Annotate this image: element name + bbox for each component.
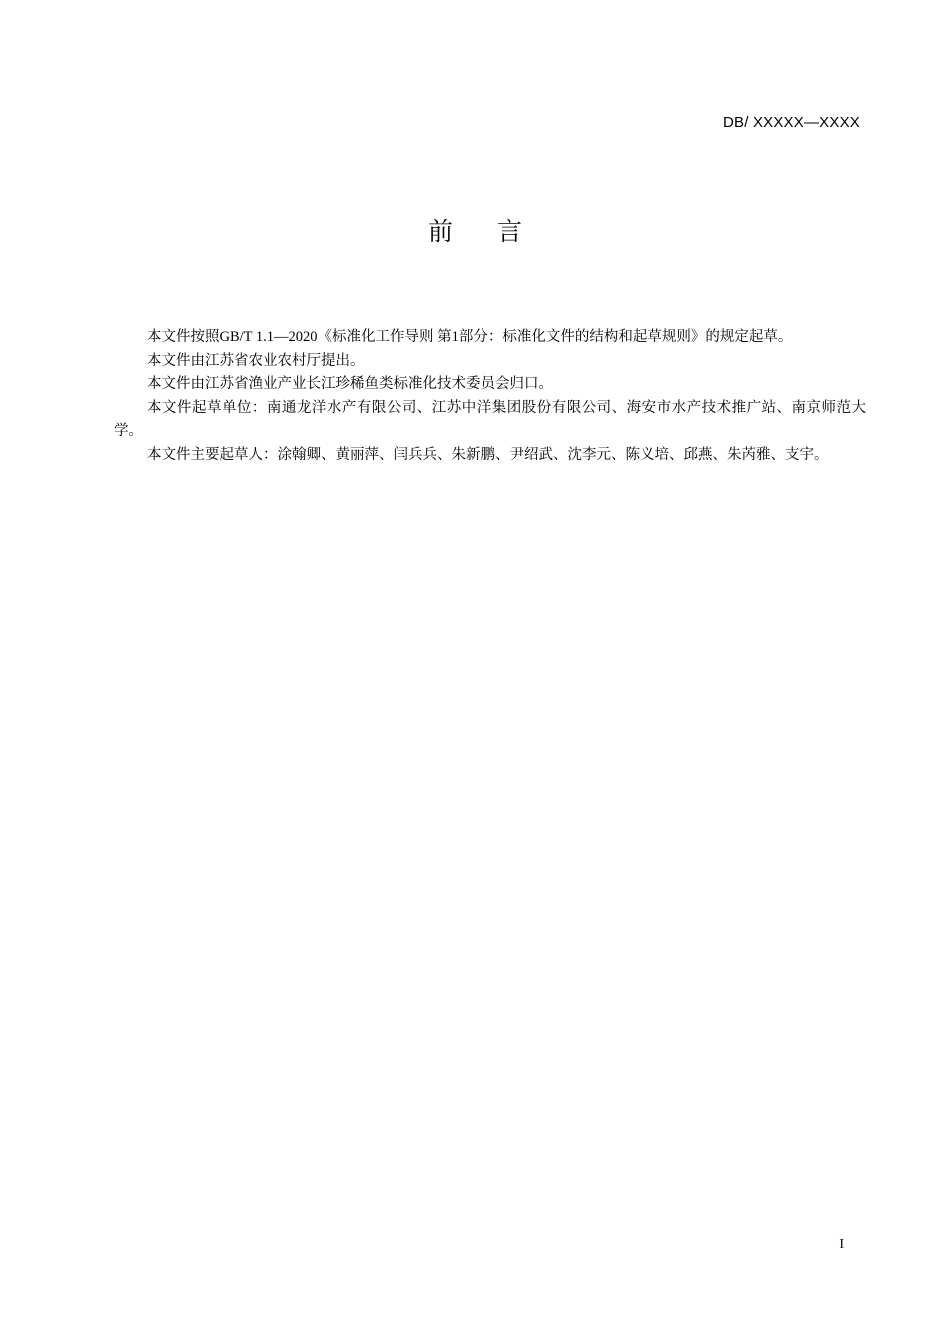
page-number: I (839, 1237, 844, 1252)
paragraph-standard-basis: 本文件按照GB/T 1.1—2020《标准化工作导则 第1部分：标准化文件的结构和起草规则》的规定起草。 (147, 329, 793, 345)
paragraph-proposer: 本文件由江苏省农业农村厅提出。 (147, 352, 365, 369)
paragraph-drafting-units: 本文件起草单位：南通龙洋水产有限公司、江苏中洋集团股份有限公司、海安市水产技术推广站、南京师范大学。 (114, 399, 866, 439)
paragraph-committee: 本文件由江苏省渔业产业长江珍稀鱼类标准化技术委员会归口。 (147, 376, 553, 392)
foreword-body (114, 326, 866, 467)
document-code: DB/ XXXXX—XXXX (722, 114, 860, 131)
paragraph-drafters: 本文件主要起草人：涂翰卿、黄丽萍、闫兵兵、朱新鹏、尹绍武、沈李元、陈义培、邱燕、朱芮雅、支宇。 (147, 446, 829, 463)
page-title: 前言 (427, 217, 566, 246)
